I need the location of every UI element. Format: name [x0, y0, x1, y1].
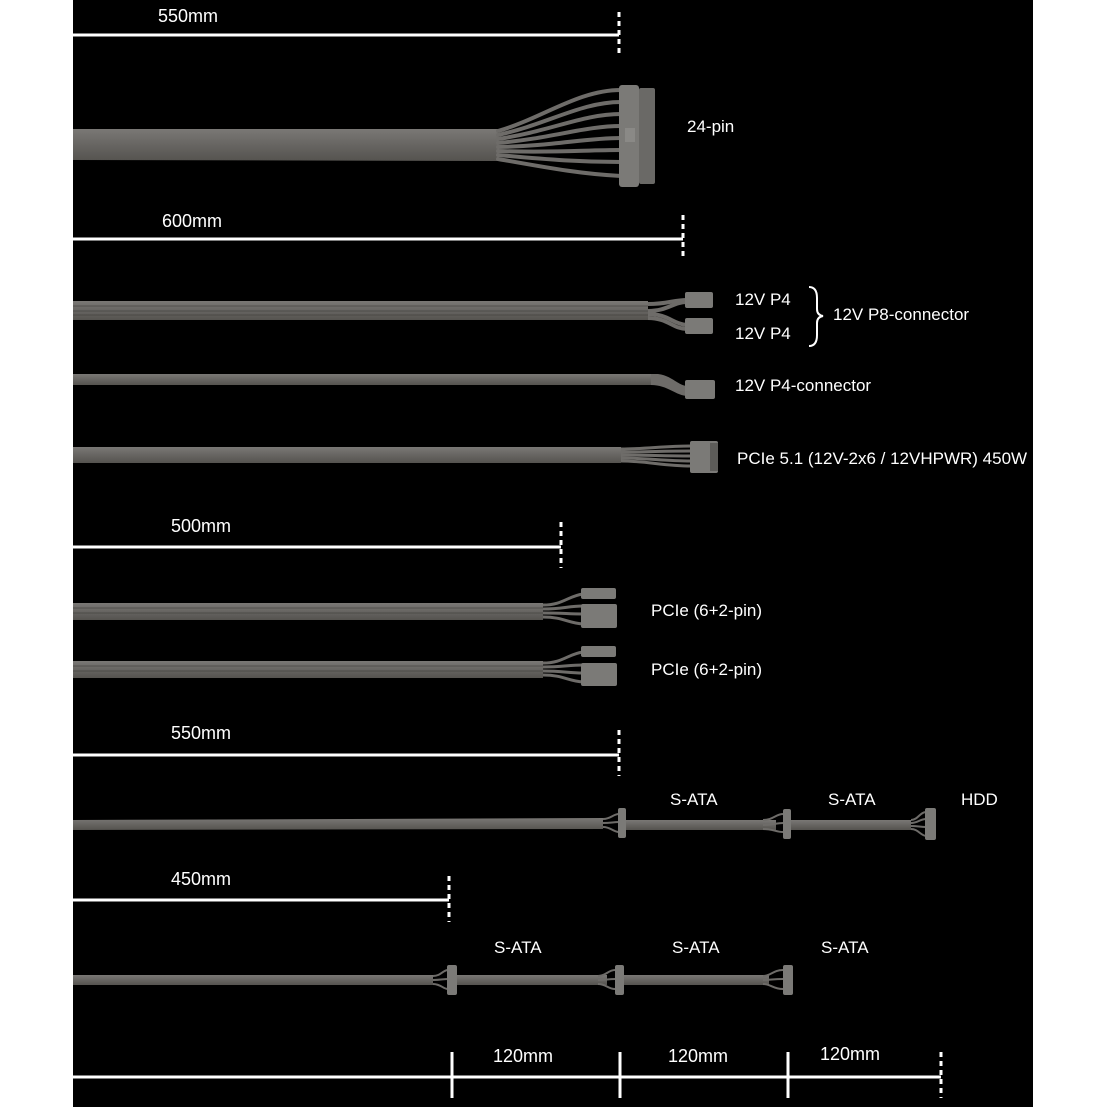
- cable-label: 12V P4-connector: [735, 376, 872, 395]
- sata-label: S-ATA: [670, 790, 718, 809]
- cable-diagram: [73, 0, 1033, 1107]
- dimension-label: 500mm: [171, 516, 232, 536]
- cable-12v-p4: [73, 374, 871, 399]
- sata-label: S-ATA: [828, 790, 876, 809]
- cable-pcie-6-2-second: [73, 646, 762, 686]
- dimension-600mm: [73, 211, 683, 260]
- cable-label: PCIe 5.1 (12V-2x6 / 12VHPWR) 450W: [737, 449, 1028, 468]
- p4-label-top: 12V P4: [735, 290, 791, 309]
- cable-pcie-6-2-first: [73, 588, 762, 628]
- p8-group-label: 12V P8-connector: [833, 305, 970, 324]
- cable-12v-p8: [73, 287, 969, 346]
- hdd-label: HDD: [961, 790, 998, 809]
- cable-label: PCIe (6+2-pin): [651, 601, 763, 620]
- cable-24-pin: [73, 85, 734, 187]
- dimension-450mm: [73, 869, 449, 922]
- sata-label: S-ATA: [494, 938, 542, 957]
- cable-pcie-5-1: [73, 441, 1027, 473]
- spacing-label: 120mm: [668, 1046, 729, 1066]
- cable-sata-hdd: [73, 790, 998, 840]
- dimension-500mm: [73, 516, 561, 568]
- sata-label: S-ATA: [672, 938, 720, 957]
- dimension-550mm-sata: [73, 723, 619, 776]
- cable-diagram-svg: [73, 0, 1107, 1107]
- cable-label: PCIe (6+2-pin): [651, 660, 763, 679]
- spacing-label: 120mm: [820, 1044, 881, 1064]
- dimension-label: 600mm: [162, 211, 223, 231]
- spacing-label: 120mm: [493, 1046, 554, 1066]
- cable-label: 24-pin: [687, 117, 735, 136]
- dimension-label: 550mm: [171, 723, 232, 743]
- dimension-550mm-top: [73, 6, 619, 54]
- p4-label-bottom: 12V P4: [735, 324, 791, 343]
- sata-label: S-ATA: [821, 938, 869, 957]
- spacing-dimension: [73, 1044, 941, 1098]
- cable-sata-triple: [73, 938, 869, 995]
- curly-brace: [809, 287, 823, 346]
- dimension-label: 550mm: [158, 6, 219, 26]
- dimension-label: 450mm: [171, 869, 232, 889]
